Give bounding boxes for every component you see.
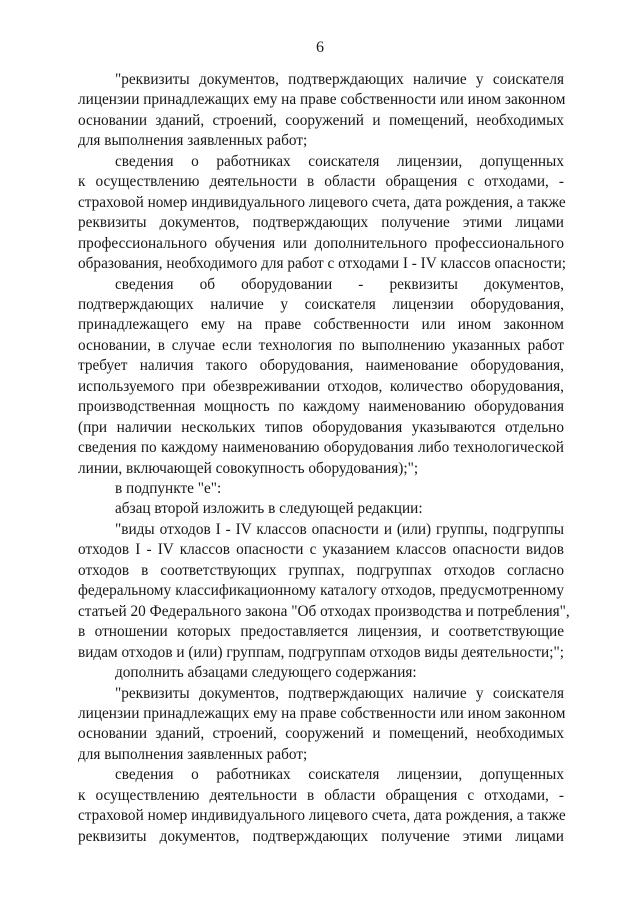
text-line: (при наличии нескольких типов оборудования указываются отдельно [78,418,564,436]
text-line: страховой номер индивидуального лицевого счета, дата рождения, а также [78,193,566,211]
text-line: "реквизиты документов, подтверждающих наличие у соискателя [115,684,564,702]
text-line: отходов в соответствующих группах, подгруппах отходов согласно [78,561,564,579]
text-line: дополнить абзацами следующего содержания: [115,664,417,682]
text-line: федеральному классификационному каталогу отходов, предусмотренному [78,582,564,600]
text-line: основании зданий, строений, сооружений и помещений, необходимых [78,111,564,129]
text-line: сведения о работниках соискателя лицензии, допущенных [115,152,564,170]
text-line: реквизиты документов, подтверждающих получение этими лицами [78,214,564,232]
text-line: линии, включающей совокупность оборудования);"; [78,459,419,477]
text-line: видам отходов и (или) группам, подгруппам отходов виды деятельности;"; [78,643,564,661]
text-line: сведения об оборудовании - реквизиты документов, [115,275,564,293]
text-line: в подпункте "е": [115,480,222,497]
text-line: используемого при обезвреживании отходов, количество оборудования, [78,377,564,395]
text-line: "реквизиты документов, подтверждающих наличие у соискателя [115,71,564,88]
text-line: производственная мощность по каждому наименованию оборудования [78,398,564,416]
text-line: страховой номер индивидуального лицевого счета, дата рождения, а также [78,807,566,825]
text-line: "виды отходов I - IV классов опасности и (или) группы, подгруппы [115,520,564,538]
text-line: для выполнения заявленных работ; [78,745,308,763]
page-number: 6 [316,39,324,56]
text-line: образования, необходимого для работ с отходами I - IV классов опасности; [78,255,567,273]
text-line: профессионального обучения или дополнительного профессионального [78,234,564,252]
text-line: для выполнения заявленных работ; [78,132,308,150]
text-line: сведения о работниках соискателя лицензии, допущенных [115,766,564,784]
text-line: принадлежащего ему на праве собственности или ином законном [78,316,564,334]
text-line: в отношении которых предоставляется лицензия, и соответствующие [78,623,564,641]
text-line: статьей 20 Федерального закона "Об отходах производства и потребления", [78,602,570,620]
text-line: основании зданий, строений, сооружений и помещений, необходимых [78,725,564,743]
text-line: требует наличия такого оборудования, наименование оборудования, [78,357,564,375]
text-line: реквизиты документов, подтверждающих получение этими лицами [78,827,564,845]
text-line: лицензии принадлежащих ему на праве собственности или ином законном [78,91,566,109]
text-line: основании, в случае если технология по выполнению указанных работ [78,336,564,354]
text-line: к осуществлению деятельности в области обращения с отходами, - [78,173,564,191]
text-line: абзац второй изложить в следующей редакции: [115,500,423,518]
text-line: сведения по каждому наименованию оборудования либо технологической [78,439,564,457]
text-line: к осуществлению деятельности в области обращения с отходами, - [78,786,564,804]
text-line: лицензии принадлежащих ему на праве собственности или ином законном [78,704,566,722]
text-line: подтверждающих наличие у соискателя лицензии оборудования, [78,295,564,313]
text-line: отходов I - IV классов опасности с указанием классов опасности видов [78,541,564,559]
